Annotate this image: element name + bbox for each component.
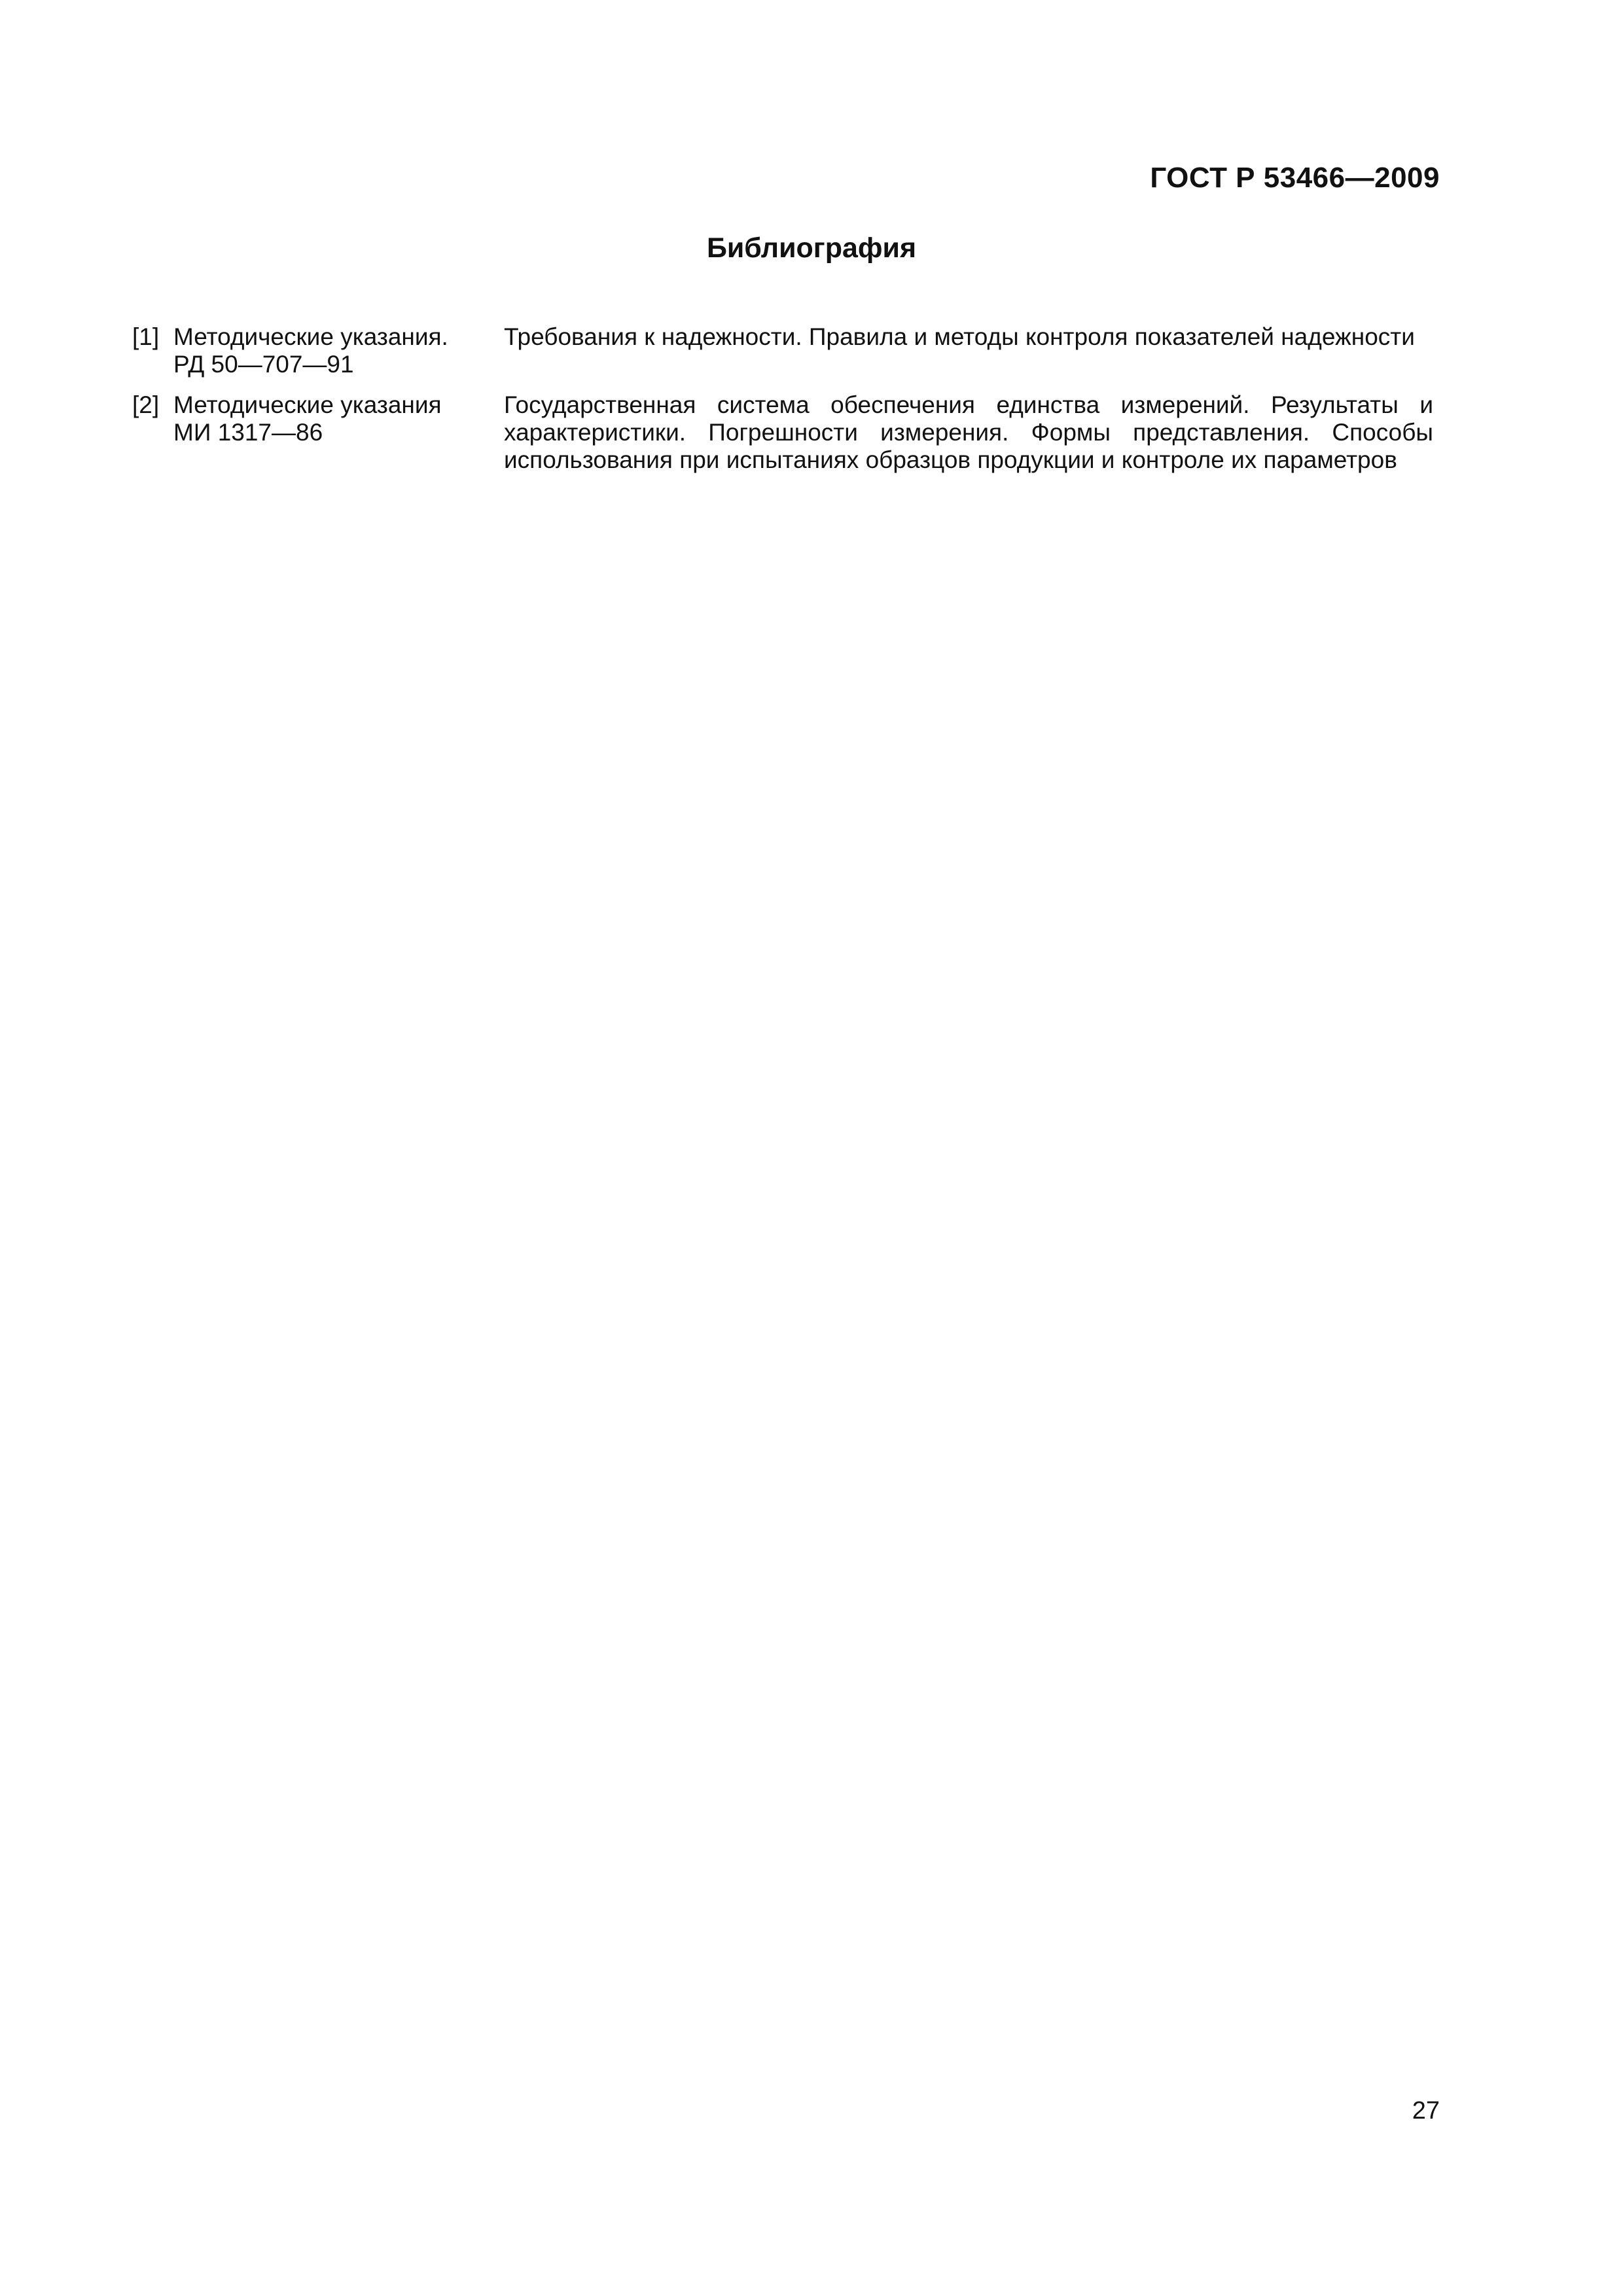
bibliography-source-line: Методические указания. xyxy=(173,323,448,350)
bibliography-entry-2 xyxy=(132,391,1433,474)
section-title: Библиография xyxy=(706,232,917,264)
bibliography-entry-source xyxy=(173,391,481,446)
page-number: 27 xyxy=(1412,2097,1440,2125)
bibliography-entry-title: Государственная система обеспечения единства измерений. Результаты и характеристики. Погрешности измерения. Формы представления. Способы использования при испытаниях образцов продукции и контроле их параметров xyxy=(504,391,1433,473)
bibliography-source-designation: РД 50—707—91 xyxy=(173,351,354,378)
bibliography-entry-source xyxy=(173,323,481,378)
bibliography-source-designation: МИ 1317—86 xyxy=(173,419,323,446)
document-code-header: ГОСТ Р 53466—2009 xyxy=(1150,162,1440,194)
bibliography-entry-title: Требования к надежности. Правила и методы контроля показателей надежности xyxy=(504,323,1415,350)
bibliography-list xyxy=(132,323,1433,487)
bibliography-entry-number: [2] xyxy=(132,391,160,418)
bibliography-entry-number: [1] xyxy=(132,323,160,350)
bibliography-entry-1 xyxy=(132,323,1433,378)
bibliography-source-line: Методические указания xyxy=(173,391,442,418)
